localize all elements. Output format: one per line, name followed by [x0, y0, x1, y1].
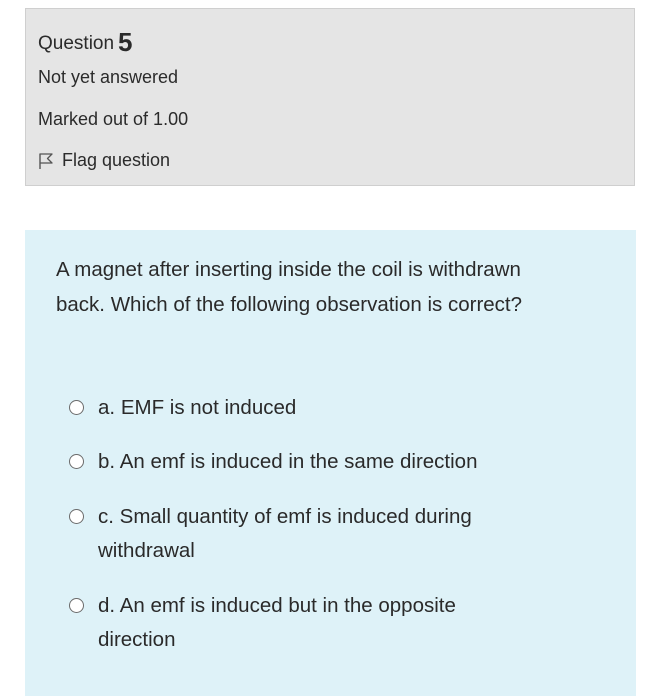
answer-option-a[interactable]	[69, 391, 538, 425]
flag-icon	[38, 152, 54, 170]
answer-option-d[interactable]	[69, 589, 538, 657]
answer-option-c[interactable]	[69, 500, 538, 568]
radio-button[interactable]	[69, 400, 84, 415]
answer-label	[98, 500, 538, 568]
answer-label	[98, 589, 538, 657]
answer-letter: d.	[98, 594, 116, 617]
radio-button[interactable]	[69, 598, 84, 613]
answer-label	[98, 391, 538, 425]
answer-label	[98, 445, 538, 479]
question-grade: Marked out of 1.00	[38, 109, 189, 129]
answer-letter: b.	[98, 450, 116, 473]
answer-letter: c.	[98, 505, 114, 528]
flag-question-link[interactable]	[38, 150, 170, 171]
radio-button[interactable]	[69, 454, 84, 469]
question-info-panel	[25, 8, 635, 186]
answer-text: An emf is induced in the same direction	[119, 450, 478, 473]
question-content-panel	[25, 230, 636, 696]
radio-button[interactable]	[69, 509, 84, 524]
question-state: Not yet answered	[38, 67, 179, 87]
answer-text: An emf is induced but in the opposite direction	[98, 594, 456, 651]
answer-letter: a.	[98, 396, 116, 419]
question-title	[38, 25, 133, 56]
answer-text: EMF is not induced	[120, 396, 297, 419]
question-number: 5	[118, 27, 133, 57]
answer-text: Small quantity of emf is induced during withdrawal	[98, 505, 472, 562]
answer-option-b[interactable]	[69, 445, 538, 479]
question-title-prefix: Question	[38, 33, 115, 54]
question-text: A magnet after inserting inside the coil is withdrawn back. Which of the following observation is correct?	[56, 258, 523, 316]
flag-question-label: Flag question	[62, 150, 171, 170]
